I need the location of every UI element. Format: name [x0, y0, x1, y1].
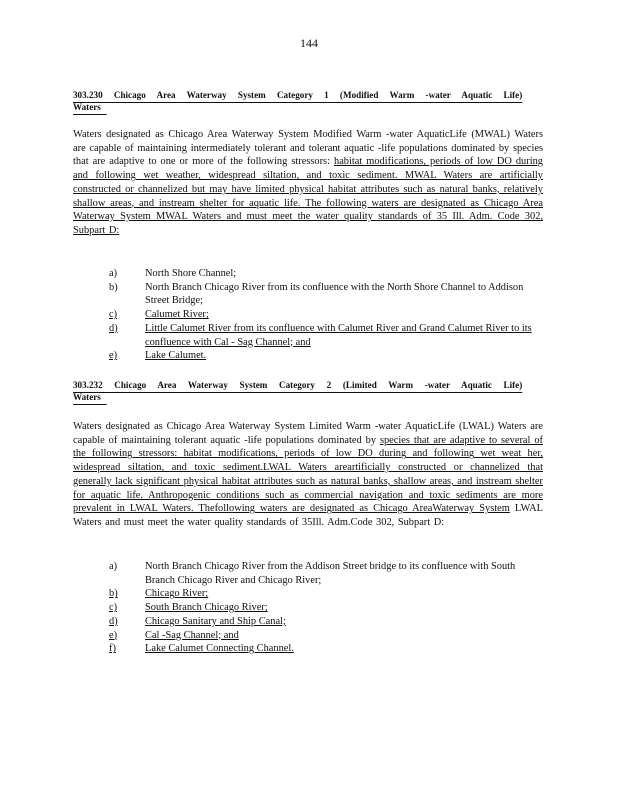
- section-heading-line1: 303.230 Chicago Area Waterway System Category 1 (Modified Warm -water Aquatic Life): [73, 91, 523, 101]
- list-item: [109, 281, 541, 308]
- section-303-230-heading: [73, 91, 543, 115]
- list-item-letter: c): [109, 602, 118, 614]
- list-item-letter: a): [109, 268, 118, 279]
- paragraph-tail-text: LWAL Waters and must meet the water quality standards of 35Ill. Adm.Code 302, Subpart D:: [73, 503, 543, 528]
- list-item-letter: b): [109, 588, 118, 600]
- page-number: 144: [300, 36, 318, 50]
- list-item-text: Chicago Sanitary and Ship Canal;: [145, 615, 286, 627]
- list-item-text: North Shore Channel;: [145, 268, 237, 279]
- list-item-letter: d): [109, 322, 118, 334]
- list-item: [109, 322, 541, 349]
- list-item-letter: c): [109, 309, 118, 321]
- list-item: [109, 349, 541, 363]
- list-item-text: Little Calumet River from its confluence with Calumet River and Grand Calumet River to its confluence with Cal - Sag Channel; and: [145, 322, 532, 348]
- list-item-letter: d): [109, 615, 118, 627]
- paragraph-text: Waters designated as Chicago Area Waterway System Modified Warm -water AquaticLife (MWAL) Waters are capable of maintaining intermediately tolerant and tolerant aquatic -life populations dominated by species that are adaptive to one or more of the following stressors:: [73, 129, 543, 168]
- section-heading-line2: Waters: [73, 103, 107, 115]
- list-item-text: Lake Calumet Connecting Channel.: [145, 643, 294, 655]
- list-item: [109, 587, 541, 601]
- list-item: [109, 642, 541, 656]
- list-item-text: Calumet River;: [145, 309, 209, 321]
- section-303-232-heading: [73, 381, 543, 405]
- list-item-letter: f): [109, 643, 116, 655]
- list-item: [109, 601, 541, 615]
- list-item-letter: e): [109, 629, 118, 641]
- list-item-text: North Branch Chicago River from the Addison Street bridge to its confluence with South Branch Chicago River and Chicago River;: [145, 561, 516, 586]
- list-item-text: Cal -Sag Channel; and: [145, 629, 239, 641]
- list-item: [109, 629, 541, 643]
- paragraph-amended-text: species that are adaptive to several of the following stressors: habitat modifications, periods of low DO during and following wet weat her, widespread siltation, and toxic sediment.LWAL Waters areartificially constructed or channelized that generally lack significant physical habitat attributes such as natural banks, shallow areas, and instream shelter for aquatic life. Anthropogenic conditions such as commercial navigation and toxic sediments are more prevalent in LWAL Waters. Thefollowing waters are designated as Chicago AreaWaterway System: [73, 434, 543, 515]
- section-303-232-paragraph: [73, 420, 543, 530]
- list-item: [109, 267, 541, 281]
- list-item-text: South Branch Chicago River;: [145, 602, 268, 614]
- list-item-text: Chicago River;: [145, 588, 209, 600]
- list-item-text: Lake Calumet.: [145, 350, 207, 362]
- list-item: [109, 615, 541, 629]
- list-item-letter: e): [109, 350, 118, 362]
- paragraph-text: Waters designated as Chicago Area Waterway System Limited Warm -water AquaticLife (LWAL) Waters are capable of maintaining tolerant aquatic -life populations dominated by: [73, 421, 543, 446]
- section-heading-line1: 303.232 Chicago Area Waterway System Category 2 (Limited Warm -water Aquatic Life): [73, 381, 523, 391]
- list-item-letter: b): [109, 281, 118, 293]
- list-item-text: North Branch Chicago River from its confluence with the North Shore Channel to Addison Street Bridge;: [145, 281, 524, 307]
- section-303-230-list: [109, 267, 541, 363]
- list-item-letter: a): [109, 561, 118, 572]
- list-item: [109, 560, 541, 587]
- list-item: [109, 308, 541, 322]
- section-303-230-paragraph: [73, 128, 543, 238]
- section-303-232-list: [109, 560, 541, 656]
- paragraph-amended-text: habitat modifications, periods of low DO during and following wet weather, widespread siltation, and toxic sediment. MWAL Waters are artificially constructed or channelized but may have limited physical habitat attributes such as natural banks, relatively shallow areas, and instream shelter for aquatic life. The following waters are designated as Chicago Area Waterway System MWAL Waters and must meet the water quality standards of 35 Ill. Adm. Code 302, Subpart D:: [73, 156, 543, 236]
- section-heading-line2: Waters: [73, 393, 107, 405]
